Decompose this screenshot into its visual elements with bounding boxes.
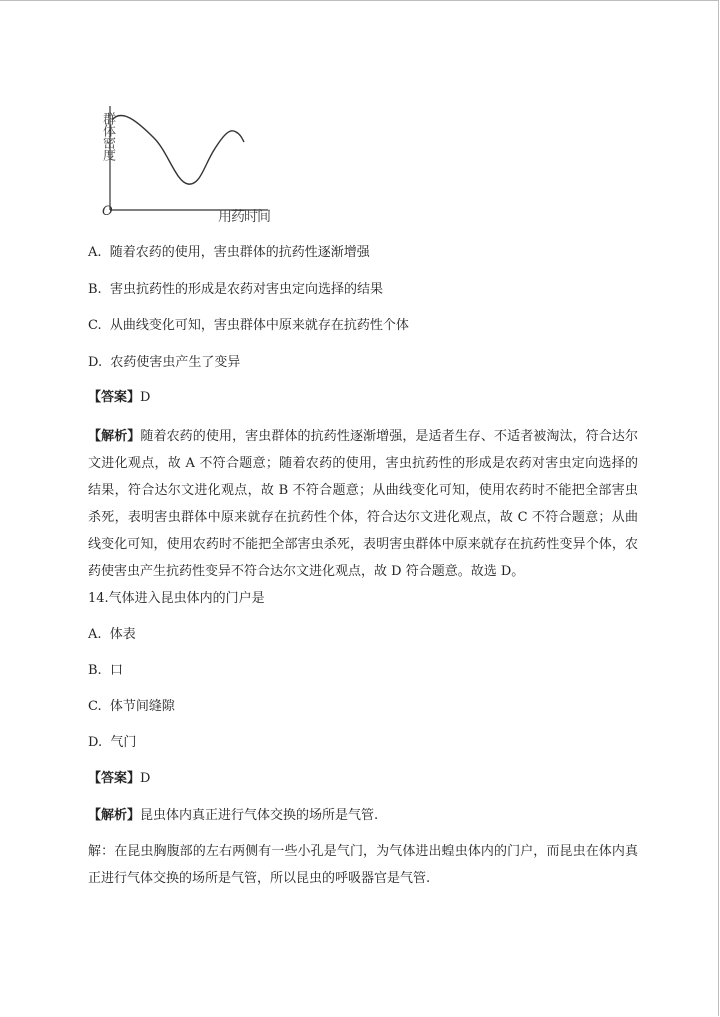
- q14-analysis: [88, 808, 688, 824]
- x-axis-label: 用药时间: [218, 209, 270, 225]
- option-text: 体节间缝隙: [109, 699, 175, 714]
- option-key: C.: [88, 318, 102, 333]
- q13-analysis: [88, 423, 638, 585]
- option-key: A.: [88, 627, 102, 642]
- answer-label: 【答案】: [88, 390, 141, 405]
- analysis-label: 【解析】: [88, 808, 141, 823]
- option-key: C.: [88, 699, 102, 714]
- q13-option-c: [88, 318, 688, 334]
- option-key: B.: [88, 663, 102, 678]
- answer-value: D: [140, 390, 151, 405]
- q13-option-d: [88, 355, 688, 371]
- y-axis-label: 群体密度: [100, 112, 115, 160]
- answer-label: 【答案】: [88, 771, 141, 786]
- density-curve-line: [112, 115, 244, 184]
- q13-answer: [88, 390, 688, 406]
- q14-solution: 解：在昆虫胸腹部的左右两侧有一些小孔是气门，为气体进出蝗虫体内的门户，而昆虫在体内真正进行气体交换的场所是气管，所以昆虫的呼吸器官是气管.: [88, 844, 638, 886]
- option-key: D.: [88, 735, 103, 750]
- option-text: 气门: [110, 735, 137, 750]
- option-text: 农药使害虫产生了变异: [110, 355, 241, 370]
- q14-option-a: [88, 627, 688, 643]
- q14-answer: [88, 771, 688, 787]
- analysis-text: 随着农药的使用，害虫群体的抗药性逐渐增强，是适者生存、不适者被淘汰，符合达尔文进化观点，故 A 不符合题意；随着农药的使用，害虫抗药性的形成是农药对害虫定向选择的结果，符合达尔文进化观点，故 B 不符合题意；从曲线变化可知，使用农药时不能把全部害虫杀死，表明害虫群体中原来就存在抗药性个体，符合达尔文进化观点，故 C 不符合题意；从曲线变化可知，使用农药时不能把全部害虫杀死，表明害虫群体中原来就存在抗药性变异个体，农药使害虫产生抗药性变异不符合达尔文进化观点，故 D 符合题意。故选 D。: [88, 429, 638, 579]
- option-key: D.: [88, 355, 103, 370]
- answer-value: D: [140, 771, 151, 786]
- origin-label: O: [102, 204, 113, 219]
- analysis-label: 【解析】: [88, 429, 141, 444]
- density-curve-figure: [96, 98, 286, 228]
- option-key: B.: [88, 282, 102, 297]
- q14-stem: 14.气体进入昆虫体内的门户是: [88, 591, 265, 606]
- option-text: 害虫抗药性的形成是农药对害虫定向选择的结果: [109, 282, 383, 297]
- option-text: 随着农药的使用，害虫群体的抗药性逐渐增强: [109, 245, 370, 260]
- option-key: A.: [88, 245, 102, 260]
- q13-option-b: [88, 282, 688, 298]
- option-text: 体表: [109, 627, 136, 642]
- option-text: 从曲线变化可知，害虫群体中原来就存在抗药性个体: [109, 318, 409, 333]
- q13-option-a: [88, 245, 688, 261]
- q14-option-d: [88, 735, 688, 751]
- q14-option-c: [88, 699, 688, 715]
- analysis-text: 昆虫体内真正进行气体交换的场所是气管.: [140, 808, 379, 823]
- q14-option-b: [88, 663, 688, 679]
- option-text: 口: [109, 663, 123, 678]
